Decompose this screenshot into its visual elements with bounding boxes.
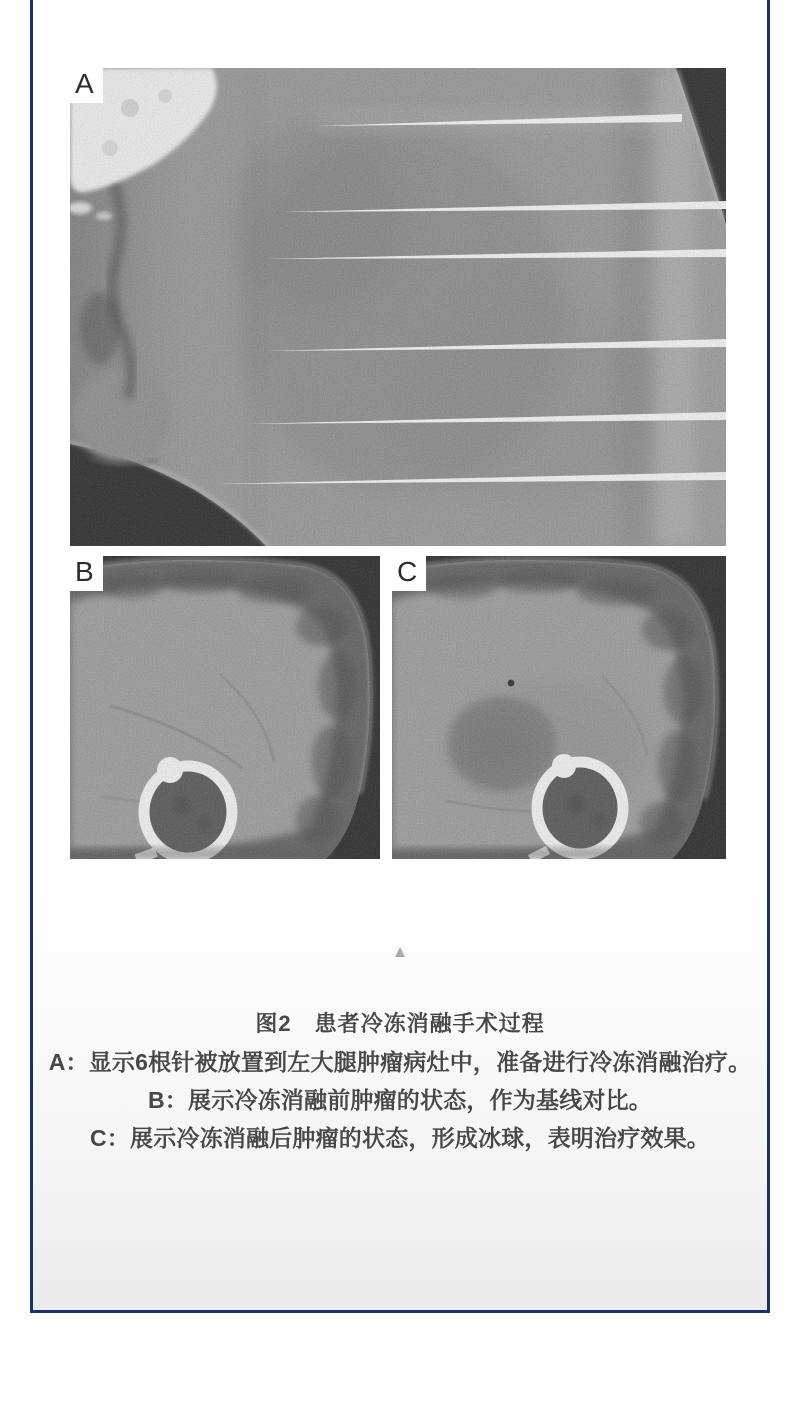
figure-panel-b <box>70 556 380 859</box>
figure-caption <box>37 1005 763 1157</box>
content-card <box>30 0 770 1313</box>
ct-image-c <box>392 556 726 859</box>
figure-caption-title: 图2 患者冷冻消融手术过程 <box>255 1011 545 1036</box>
figure-caption-line-a: A：显示6根针被放置到左大腿肿瘤病灶中，准备进行冷冻消融治疗。 <box>48 1049 752 1075</box>
figure-caption-line-c: C：展示冷冻消融后肿瘤的状态，形成冰球，表明治疗效果。 <box>89 1125 710 1151</box>
figure-panel-a <box>70 68 726 546</box>
panel-c-label: C <box>392 556 426 591</box>
up-triangle-icon: ▲ <box>391 942 409 961</box>
panel-a-label: A <box>70 68 103 103</box>
ct-image-a <box>70 68 726 546</box>
figure-panel-c <box>392 556 726 859</box>
figure-caption-line-b: B：展示冷冻消融前肿瘤的状态，作为基线对比。 <box>147 1087 652 1113</box>
panel-b-label: B <box>70 556 103 591</box>
ct-image-b <box>70 556 380 859</box>
